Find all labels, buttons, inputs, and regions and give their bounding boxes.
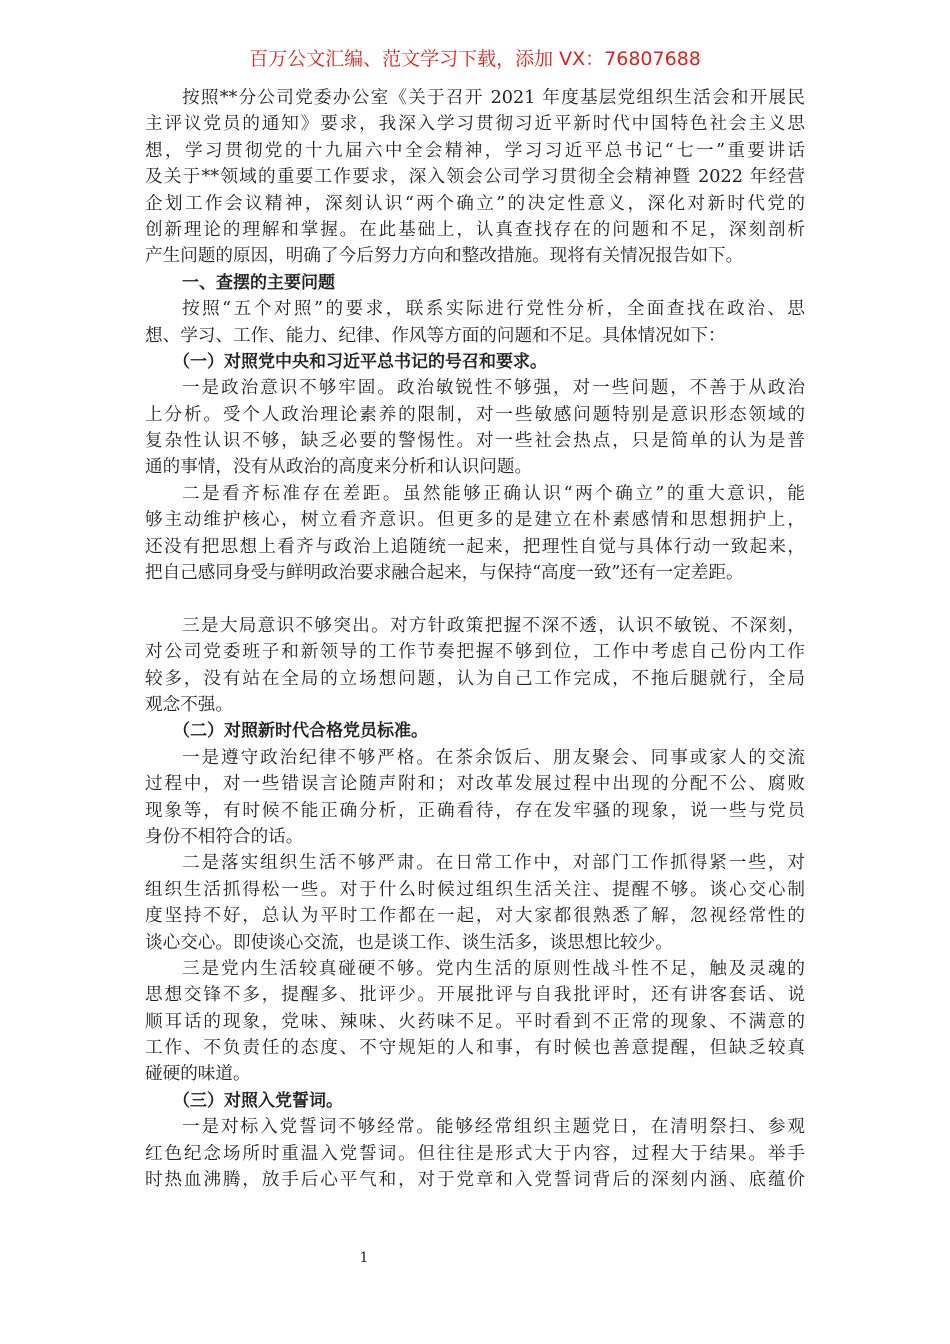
text-line: 三是大局意识不够突出。对方针政策把握不深不透，认识不敏锐、不深刻， [182,615,805,636]
text-line: 上分析。受个人政治理论素养的限制，对一些敏感问题特别是意识形态领域的 [145,404,805,425]
subsection-heading [145,718,805,744]
text-line: 时热血沸腾，放手后心平气和，对于党章和入党誓词背后的深刻内涵、底蕴价 [145,1170,805,1191]
text-line: 二是落实组织生活不够严肃。在日常工作中，对部门工作抓得紧一些，对 [182,853,805,874]
subsection-heading [145,349,805,375]
text-line: 谈心交心。即使谈心交流，也是谈工作、谈生活多，谈思想比较少。 [145,932,673,953]
paragraph [145,481,805,587]
text-line: （一）对照党中央和习近平总书记的号召和要求。 [173,351,547,372]
text-line: 把自己感同身受与鲜明政治要求融合起来，与保持“高度一致”还有一定差距。 [145,563,744,584]
paragraph [145,745,805,851]
text-line: 复杂性认识不够，缺乏必要的警惕性。对一些社会热点，只是简单的认为是普 [145,431,805,452]
text-line: 够主动维护核心，树立看齐意识。但更多的是建立在朴素感情和思想拥护上， [145,510,805,531]
text-line: 还没有把思想上看齐与政治上追随统一起来，把理性自觉与具体行动一致起来， [145,536,805,557]
text-line: 及关于**领域的重要工作要求，深入领会公司学习贯彻全会精神暨 2022 年经营 [145,167,805,188]
text-line: 红色纪念场所时重温入党誓词。但往往是形式大于内容，过程大于结果。举手 [145,1143,805,1164]
paragraph [145,85,805,270]
subsection-heading [145,1088,805,1114]
text-line: （三）对照入党誓词。 [173,1090,343,1111]
section-heading [145,270,805,296]
text-line: 主评议党员的通知》要求，我深入学习贯彻习近平新时代中国特色社会主义思 [145,114,805,135]
paragraph [145,850,805,956]
text-line: 顺耳话的现象，党味、辣味、火药味不足。平时看到不正常的现象、不满意的 [145,1011,805,1032]
document-body [145,85,805,1193]
page-number: 1 [359,1250,369,1266]
text-line: 想，学习贯彻党的十九届六中全会精神，学习习近平总书记“七一”重要讲话 [145,140,805,161]
text-line: 二是看齐标准存在差距。虽然能够正确认识“两个确立”的重大意识，能 [182,483,805,504]
text-line: 企划工作会议精神，深刻认识“两个确立”的决定性意义，深化对新时代党的 [145,193,805,214]
text-line: 按照**分公司党委办公室《关于召开 2021 年度基层党组织生活会和开展民 [182,88,805,108]
text-line: 想、学习、工作、能力、纪律、作风等方面的问题和不足。具体情况如下： [145,325,726,346]
text-line: 一是对标入党誓词不够经常。能够经常组织主题党日，在清明祭扫、参观 [182,1117,805,1138]
text-line: 一是政治意识不够牢固。政治敏锐性不够强，对一些问题，不善于从政治 [182,378,805,399]
paragraph [145,1114,805,1193]
text-line: 身份不相符合的话。 [145,826,304,847]
text-line: 按照“五个对照”的要求，联系实际进行党性分析，全面查找在政治、思 [182,299,805,320]
text-line: 过程中，对一些错误言论随声附和；对改革发展过程中出现的分配不公、腐败 [145,774,805,795]
text-line: 产生问题的原因，明确了今后努力方向和整改措施。现将有关情况报告如下。 [145,246,744,267]
blank-line [145,586,805,612]
text-line: 一是遵守政治纪律不够严格。在茶余饭后、朋友聚会、同事或家人的交流 [182,747,805,768]
paragraph [145,296,805,349]
text-line: 对公司党委班子和新领导的工作节奏把握不够到位，工作中考虑自己份内工作 [145,642,805,663]
paragraph [145,613,805,719]
paragraph [145,375,805,481]
text-line: 较多，没有站在全局的立场想问题，认为自己工作完成，不拖后腿就行，全局 [145,668,805,689]
text-line: 现象等，有时候不能正确分析，正确看待，存在发牢骚的现象，说一些与党员 [145,800,805,821]
text-line: 一、查摆的主要问题 [182,272,335,293]
text-line: 组织生活抓得松一些。对于什么时候过组织生活关注、提醒不够。谈心交心制 [145,879,805,900]
text-line: 三是党内生活较真碰硬不够。党内生活的原则性战斗性不足，触及灵魂的 [182,958,805,979]
text-line: 创新理论的理解和掌握。在此基础上，认真查找存在的问题和不足，深刻剖析 [145,219,805,240]
text-line: 观念不强。 [145,694,233,715]
text-line: （二）对照新时代合格党员标准。 [173,721,428,742]
text-line: 碰硬的味道。 [145,1064,251,1085]
watermark-banner: 百万公文汇编、范文学习下载，添加 VX：76807688 [249,48,701,70]
paragraph [145,956,805,1088]
text-line: 思想交锋不多，提醒多、批评少。开展批评与自我批评时，还有讲客套话、说 [145,985,805,1006]
text-line: 通的事情，没有从政治的高度来分析和认识问题。 [145,457,533,478]
text-line: 工作、不负责任的态度、不守规矩的人和事，有时候也善意提醒，但缺乏较真 [145,1038,805,1059]
text-line: 度坚持不好，总认为平时工作都在一起，对大家都很熟悉了解，忽视经常性的 [145,906,805,927]
